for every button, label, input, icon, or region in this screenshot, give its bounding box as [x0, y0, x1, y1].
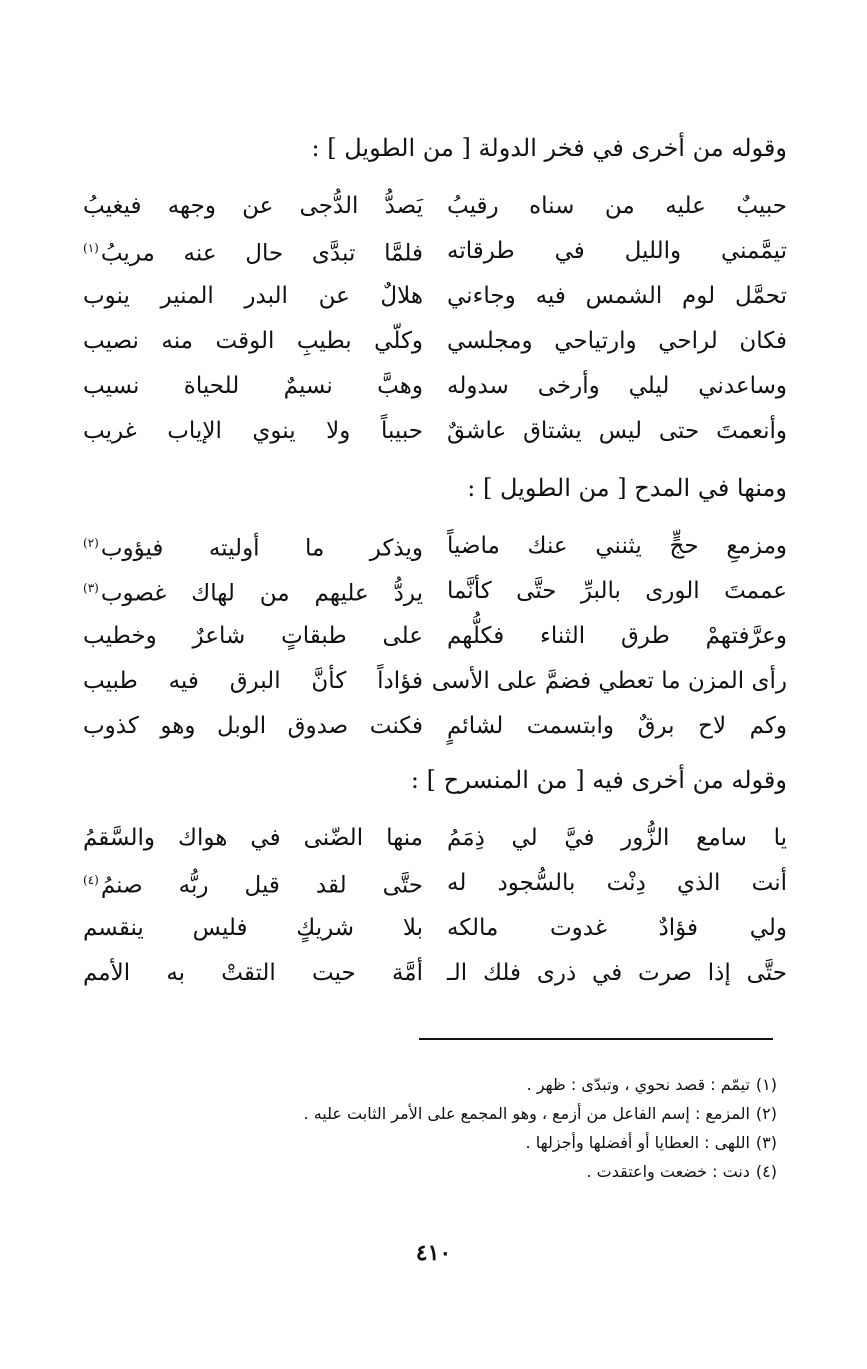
poem-section-2 [83, 523, 787, 748]
verse-second-hemistich [83, 823, 423, 853]
section-heading-fakhr-aldawla: وقوله من أخرى في فخر الدولة [ من الطويل ] : [311, 134, 787, 162]
verse-first-hemistich: ومزمعِ حجٍّ يثنني عنك ماضياً [447, 532, 787, 559]
verse-second-hemistich [83, 416, 423, 446]
verse-first-hemistich: تيمَّمني والليل في طرقاته [447, 237, 787, 264]
verse-first-hemistich: رأى المزن ما تعطي فضمَّ على الأسى [431, 667, 787, 694]
hemistich-text: ويذكر ما أوليته فيؤوب [100, 535, 423, 562]
verse-row [83, 568, 787, 613]
hemistich-text: هلالٌ عن البدر المنير ينوب [83, 282, 423, 309]
verse-second-hemistich [83, 281, 423, 311]
footnote-item [77, 1157, 777, 1186]
verse-first-hemistich: أنت الذي دِنْت بالسُّجود له [447, 869, 787, 896]
verse-row [83, 183, 787, 228]
hemistich-text: على طبقاتٍ شاعرٌ وخطيب [83, 622, 423, 649]
verse-row [83, 363, 787, 408]
verse-second-hemistich [83, 573, 423, 609]
verse-first-hemistich: حتَّى إذا صرت في ذرى فلك الـ [447, 959, 787, 986]
hemistich-text: حتَّى لقد قيل ربُّه صنمُ [100, 872, 423, 899]
hemistich-text: فؤاداً كأنَّ البرق فيه طبيب [83, 667, 423, 694]
verse-second-hemistich [83, 865, 423, 901]
footnote-marker: (٣) [83, 580, 99, 595]
hemistich-text: بلا شريكٍ فليس ينقسم [83, 914, 423, 941]
footnote-number: (٣) [755, 1133, 777, 1152]
verse-first-hemistich: عممتَ الورى بالبرِّ حتَّى كأنَّما [447, 577, 787, 604]
verse-row [83, 523, 787, 568]
footnote-separator [419, 1038, 773, 1040]
hemistich-text: فلمَّا تبدَّى حال عنه مريبُ [100, 240, 423, 267]
verse-row [83, 658, 787, 703]
verse-second-hemistich [83, 711, 423, 741]
verse-first-hemistich: تحمَّل لوم الشمس فيه وجاءني [447, 282, 787, 309]
verse-row [83, 408, 787, 453]
verse-row [83, 228, 787, 273]
footnote-marker: (١) [83, 240, 99, 255]
hemistich-text: يَصدُّ الدُّجى عن وجهه فيغيبُ [83, 192, 423, 219]
verse-second-hemistich [83, 191, 423, 221]
section-heading-madh: ومنها في المدح [ من الطويل ] : [467, 474, 787, 502]
footnote-number: (٢) [755, 1104, 777, 1123]
verse-first-hemistich: وكم لاح برقٌ وابتسمت لشائمٍ [447, 712, 787, 739]
verse-first-hemistich: يا سامع الزُّور فيَّ لي ذِمَمُ [447, 824, 787, 851]
footnote-text: المزمع : إسم الفاعل من أزمع ، وهو المجمع على الأمر الثابت عليه . [303, 1104, 750, 1123]
verse-second-hemistich [83, 958, 423, 988]
verse-first-hemistich: حبيبٌ عليه من سناه رقيبُ [447, 192, 787, 219]
verse-first-hemistich: وأنعمتَ حتى ليس يشتاق عاشقٌ [447, 417, 787, 444]
verse-second-hemistich [83, 371, 423, 401]
verse-row [83, 703, 787, 748]
hemistich-text: أمَّة حيت التقتْ به الأمم [83, 959, 423, 986]
footnote-item [77, 1070, 777, 1099]
hemistich-text: فكنت صدوق الوبل وهو كذوب [83, 712, 423, 739]
poem-section-1 [83, 183, 787, 453]
verse-first-hemistich: وعرَّفتهمْ طرق الثناء فكلُّهم [447, 622, 787, 649]
verse-first-hemistich: فكان لراحي وارتياحي ومجلسي [447, 327, 787, 354]
verse-first-hemistich: ولي فؤادٌ غدوت مالكه [447, 914, 787, 941]
hemistich-text: وكلّي بطيبِ الوقت منه نصيب [83, 327, 423, 354]
footnote-item [77, 1128, 777, 1157]
verse-row [83, 613, 787, 658]
verse-second-hemistich [83, 666, 423, 696]
hemistich-text: منها الضّنى في هواك والسَّقمُ [83, 824, 423, 851]
hemistich-text: حبيباً ولا ينوي الإياب غريب [83, 417, 423, 444]
verse-second-hemistich [83, 621, 423, 651]
footnote-text: دنت : خضعت واعتقدت . [586, 1162, 750, 1181]
footnote-text: تيمّم : قصد نحوي ، وتبدّى : ظهر . [526, 1075, 750, 1094]
verse-row [83, 318, 787, 363]
footnote-number: (١) [755, 1075, 777, 1094]
page-number: ٤١٠ [415, 1240, 452, 1266]
verse-row [83, 273, 787, 318]
footnotes [77, 1070, 777, 1186]
verse-second-hemistich [83, 913, 423, 943]
verse-second-hemistich [83, 326, 423, 356]
footnote-item [77, 1099, 777, 1128]
hemistich-text: يردُّ عليهم من لهاك غصوب [100, 580, 423, 607]
footnote-text: اللهى : العطايا أو أفضلها وأجزلها . [525, 1133, 750, 1152]
verse-first-hemistich: وساعدني ليلي وأرخى سدوله [447, 372, 787, 399]
verse-row [83, 815, 787, 860]
verse-second-hemistich [83, 528, 423, 564]
verse-row [83, 905, 787, 950]
hemistich-text: وهبَّ نسيمٌ للحياة نسيب [83, 372, 423, 399]
verse-row [83, 860, 787, 905]
footnote-marker: (٢) [83, 535, 99, 550]
verse-second-hemistich [83, 233, 423, 269]
section-heading-munsarih: وقوله من أخرى فيه [ من المنسرح ] : [410, 766, 787, 794]
footnote-marker: (٤) [83, 872, 99, 887]
footnote-number: (٤) [755, 1162, 777, 1181]
verse-row [83, 950, 787, 995]
poem-section-3 [83, 815, 787, 995]
